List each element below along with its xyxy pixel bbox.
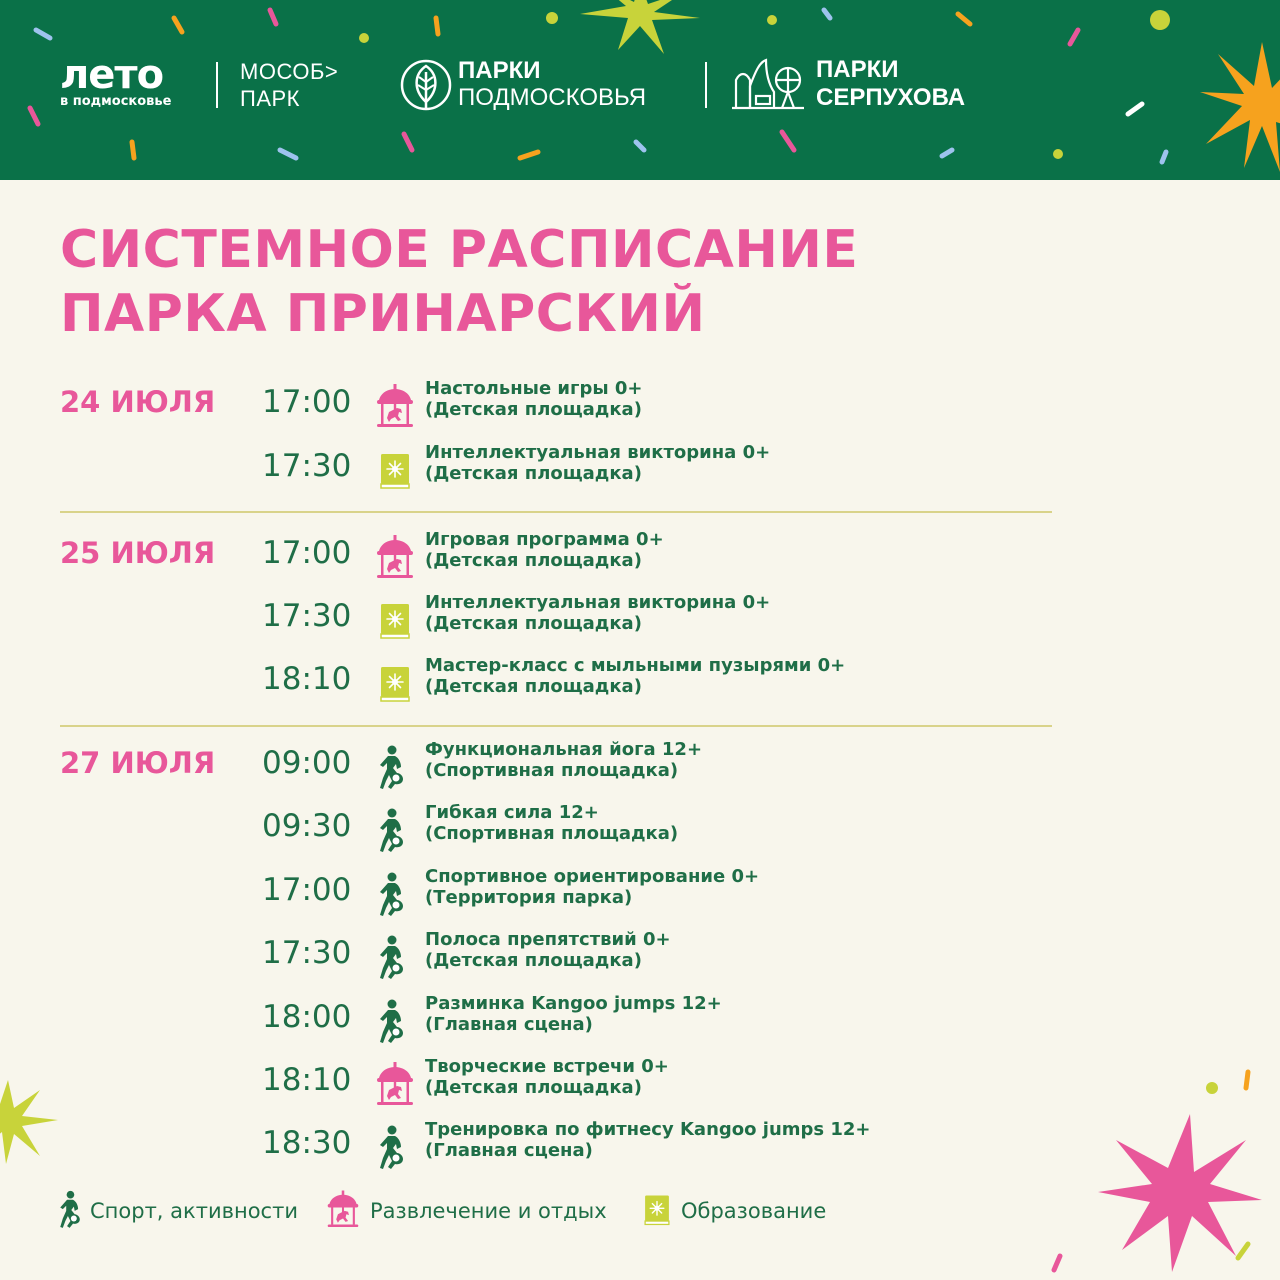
legend-item-entertainment (326, 1190, 616, 1230)
carousel-icon (375, 384, 415, 430)
event-name: Настольные игры 0+ (425, 378, 643, 399)
page-title-line1: СИСТЕМНОЕ РАСПИСАНИЕ (60, 220, 859, 280)
event-time: 17:00 (262, 535, 352, 571)
day-divider (60, 511, 1052, 513)
legend-item-sport (56, 1190, 306, 1230)
header-separator (705, 62, 707, 108)
event-place: (Главная сцена) (425, 1140, 593, 1161)
event-place: (Детская площадка) (425, 1077, 642, 1098)
event-row (60, 592, 1052, 652)
leaf-emblem-icon (400, 58, 454, 112)
event-place: (Территория парка) (425, 887, 633, 908)
event-place: (Детская площадка) (425, 950, 642, 971)
event-name: Полоса препятствий 0+ (425, 929, 671, 950)
parki-podmoskovya-line2: ПОДМОСКОВЬЯ (458, 84, 647, 111)
event-name: Гибкая сила 12+ (425, 802, 599, 823)
event-place: (Детская площадка) (425, 676, 642, 697)
parki-podmoskovya-line1: ПАРКИ (458, 57, 541, 84)
leto-logo (60, 52, 172, 110)
park-landmarks-icon (730, 56, 806, 114)
header-banner (0, 0, 1280, 180)
event-time: 17:30 (262, 598, 352, 634)
runner-icon (375, 999, 415, 1045)
event-place: (Спортивная площадка) (425, 823, 679, 844)
event-row (60, 802, 1052, 862)
runner-icon (375, 745, 415, 791)
page-title (60, 218, 858, 346)
event-row (60, 442, 1052, 502)
carousel-icon (375, 1062, 415, 1108)
legend-label: Спорт, активности (90, 1199, 298, 1223)
day-divider (60, 725, 1052, 727)
event-place: (Детская площадка) (425, 550, 642, 571)
event-row (60, 929, 1052, 989)
day-date: 25 ИЮЛЯ (60, 536, 216, 570)
mosobpark-logo (240, 58, 338, 112)
event-row (60, 993, 1052, 1053)
burst-decoration (0, 1060, 80, 1180)
event-name: Интеллектуальная викторина 0+ (425, 592, 771, 613)
event-time: 18:10 (262, 661, 352, 697)
runner-icon (375, 1125, 415, 1171)
event-time: 17:30 (262, 448, 352, 484)
mosobpark-logo-line2: ПАРК (240, 86, 300, 111)
runner-icon (56, 1190, 90, 1230)
page-title-line2: ПАРКА ПРИНАРСКИЙ (60, 284, 706, 344)
event-row (60, 866, 1052, 926)
parki-serpukhova-line2: СЕРПУХОВА (816, 84, 966, 111)
legend-label: Развлечение и отдых (370, 1199, 607, 1223)
event-place: (Спортивная площадка) (425, 760, 679, 781)
day-date: 27 ИЮЛЯ (60, 746, 216, 780)
book-icon (375, 448, 415, 494)
event-time: 09:30 (262, 808, 352, 844)
carousel-icon (375, 535, 415, 581)
event-time: 18:30 (262, 1125, 352, 1161)
event-name: Разминка Kangoo jumps 12+ (425, 993, 722, 1014)
event-name: Мастер-класс с мыльными пузырями 0+ (425, 655, 846, 676)
header-separator (216, 62, 218, 108)
leto-logo-main: лето (60, 52, 164, 98)
event-place: (Детская площадка) (425, 613, 642, 634)
legend-item-education (640, 1190, 850, 1230)
event-name: Творческие встречи 0+ (425, 1056, 669, 1077)
day-date: 24 ИЮЛЯ (60, 385, 216, 419)
book-icon (375, 598, 415, 644)
mosobpark-logo-line1: МОСОБ> (240, 59, 339, 84)
event-row (60, 1056, 1052, 1116)
event-name: Интеллектуальная викторина 0+ (425, 442, 771, 463)
event-time: 09:00 (262, 745, 352, 781)
event-time: 18:10 (262, 1062, 352, 1098)
event-time: 17:00 (262, 384, 352, 420)
event-row (60, 1119, 1052, 1179)
runner-icon (375, 872, 415, 918)
carousel-icon (326, 1190, 360, 1230)
event-name: Функциональная йога 12+ (425, 739, 703, 760)
legend-label: Образование (681, 1199, 827, 1223)
event-row (60, 655, 1052, 715)
event-place: (Главная сцена) (425, 1014, 593, 1035)
event-time: 18:00 (262, 999, 352, 1035)
runner-icon (375, 808, 415, 854)
event-time: 17:30 (262, 935, 352, 971)
book-icon (375, 661, 415, 707)
event-name: Игровая программа 0+ (425, 529, 664, 550)
event-row (60, 739, 1052, 799)
runner-icon (375, 935, 415, 981)
book-icon (640, 1190, 674, 1230)
event-place: (Детская площадка) (425, 463, 642, 484)
event-place: (Детская площадка) (425, 399, 642, 420)
event-time: 17:00 (262, 872, 352, 908)
parki-serpukhova-line1: ПАРКИ (816, 56, 899, 83)
event-row (60, 529, 1052, 589)
leto-logo-sub: в подмосковье (60, 94, 172, 109)
event-name: Спортивное ориентирование 0+ (425, 866, 760, 887)
event-row (60, 378, 1052, 438)
burst-decoration (1040, 1060, 1280, 1280)
event-name: Тренировка по фитнесу Kangoo jumps 12+ (425, 1119, 871, 1140)
